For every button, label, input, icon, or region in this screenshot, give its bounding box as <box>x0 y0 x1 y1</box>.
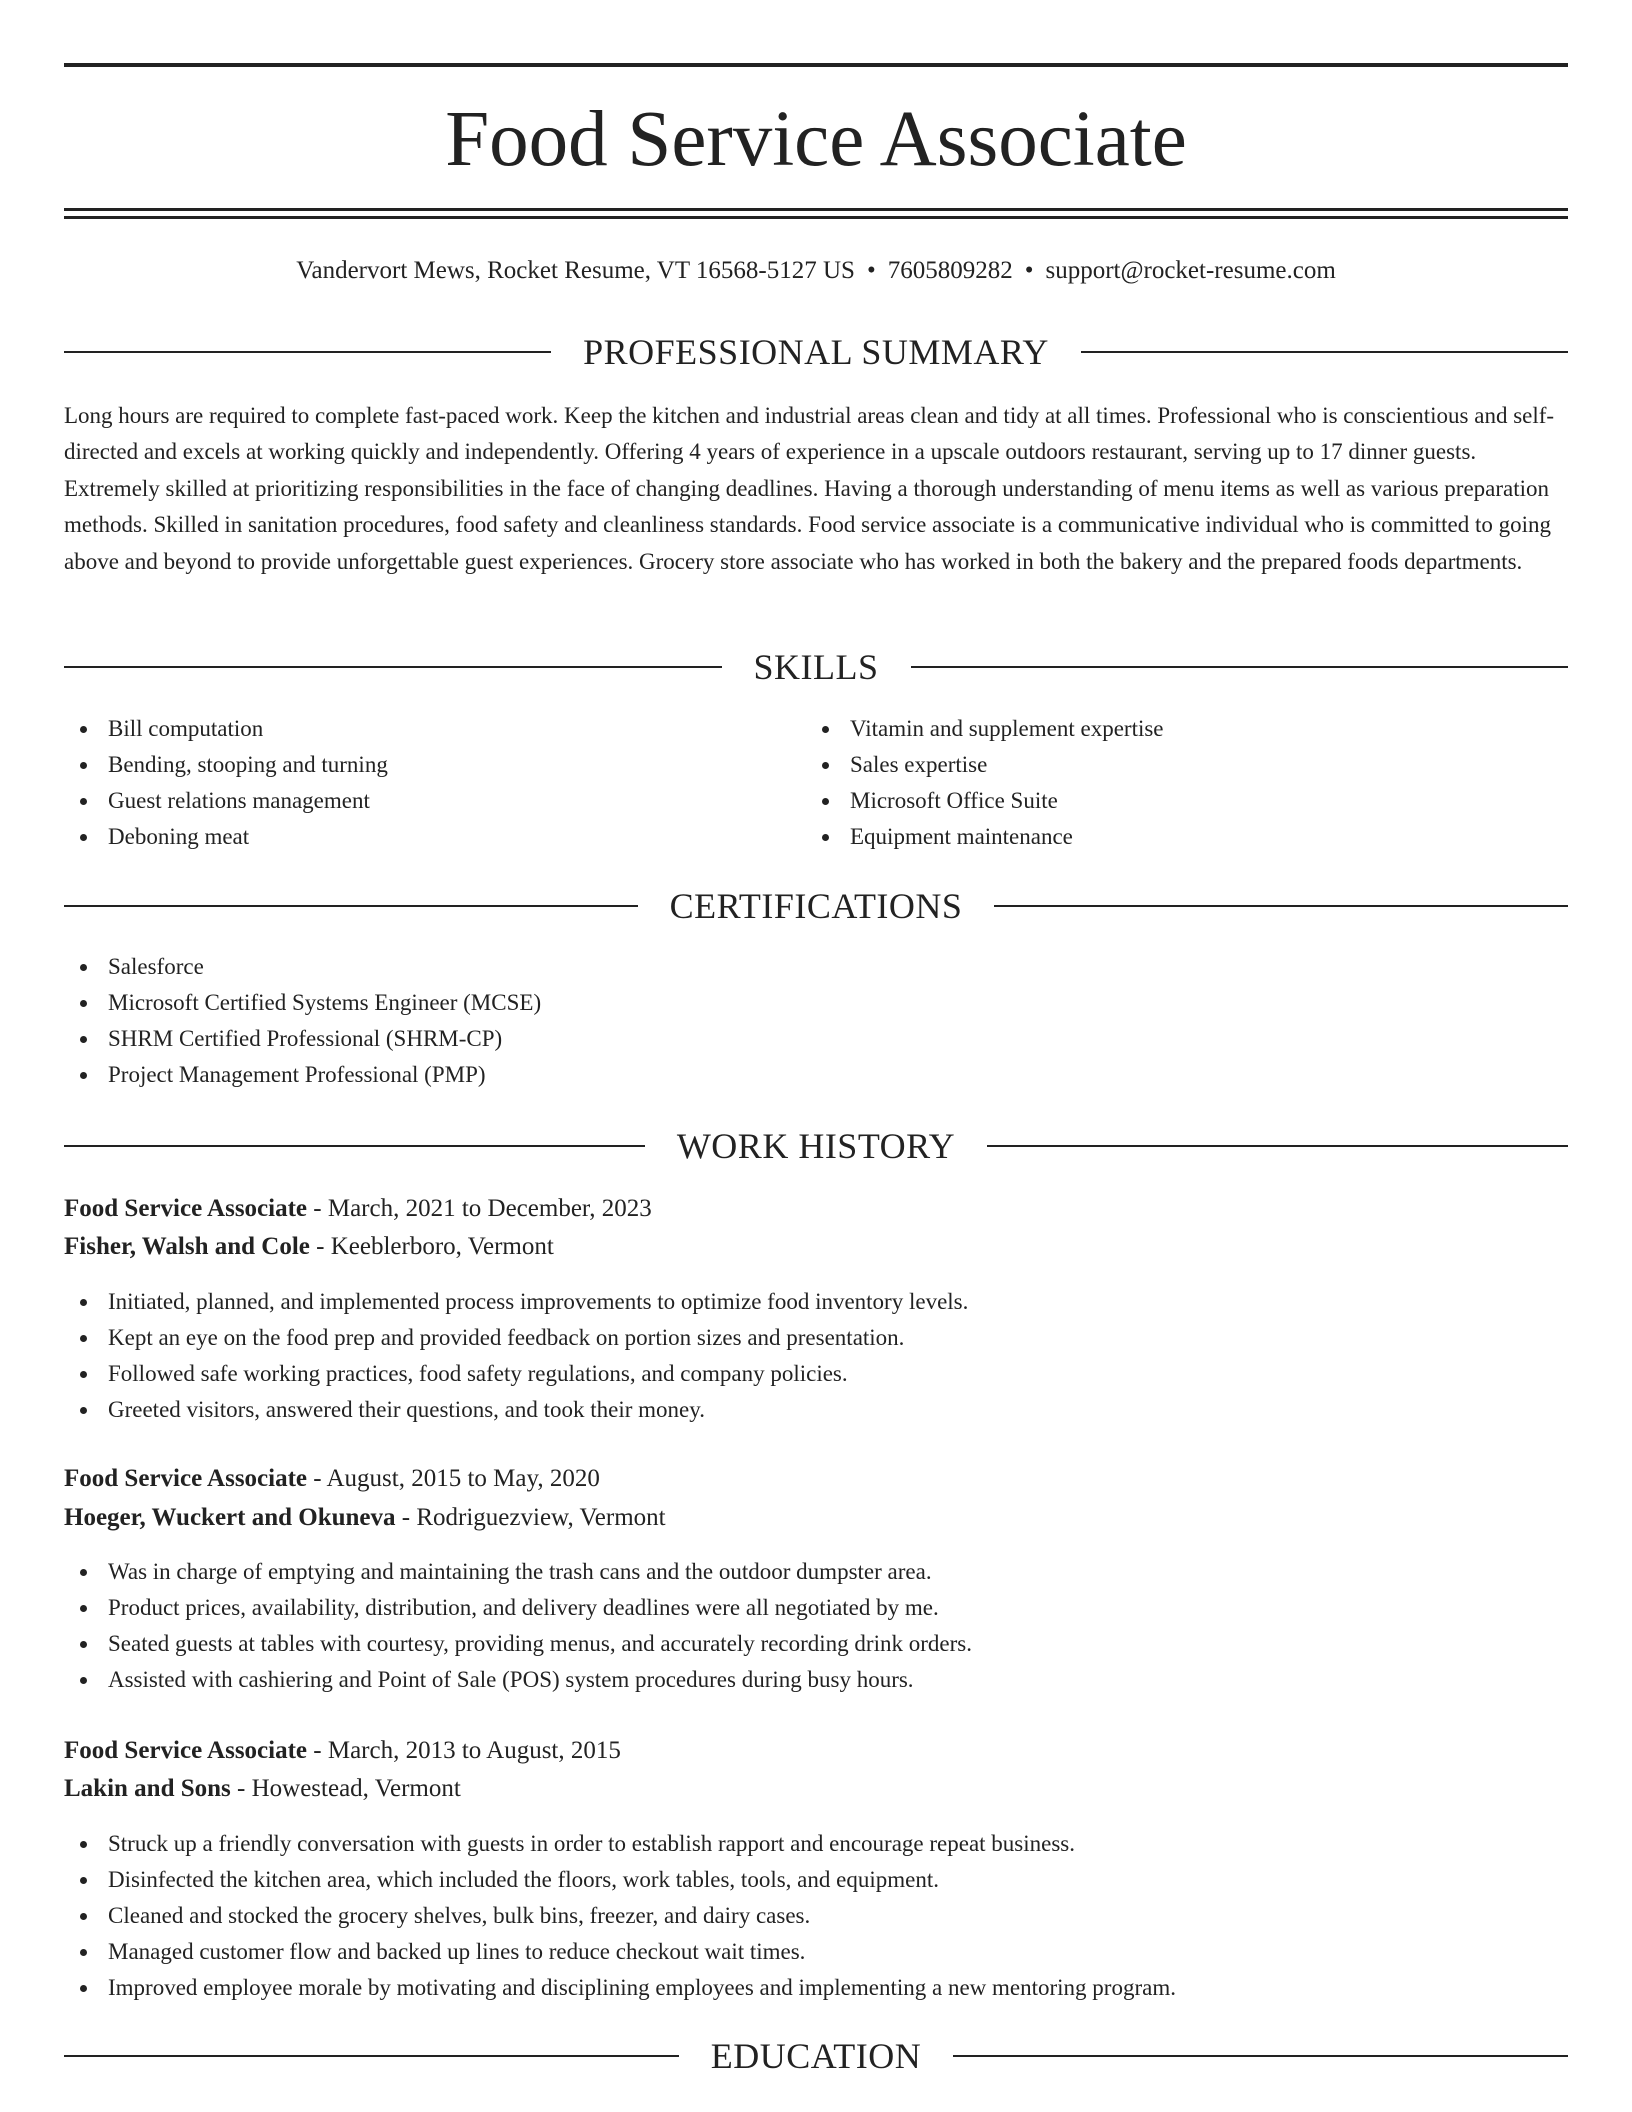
skill-item: Vitamin and supplement expertise <box>806 711 1164 747</box>
job-location: - Rodriguezview, Vermont <box>395 1504 666 1531</box>
contact-separator: • <box>1024 257 1034 284</box>
contact-phone: 7605809282 <box>887 257 1013 284</box>
section-rule <box>987 1145 1568 1147</box>
skill-item: Guest relations management <box>64 783 388 819</box>
job-company: Lakin and Sons <box>64 1775 231 1802</box>
section-rule <box>64 2055 679 2057</box>
job-bullet: Greeted visitors, answered their questions, and took their money. <box>64 1392 968 1428</box>
resume-title: Food Service Associate <box>445 96 1187 183</box>
section-rule <box>994 905 1568 907</box>
job-title: Food Service Associate <box>64 1737 308 1764</box>
job-bullet: Was in charge of emptying and maintaining the trash cans and the outdoor dumpster area. <box>64 1554 972 1590</box>
job-title-line <box>64 1192 1568 1226</box>
certification-item: Microsoft Certified Systems Engineer (MCSE) <box>64 985 541 1021</box>
job-company: Hoeger, Wuckert and Okuneva <box>64 1504 396 1531</box>
job-bullet: Struck up a friendly conversation with guests in order to establish rapport and encourage repeat business. <box>64 1826 1176 1862</box>
job-bullet: Kept an eye on the food prep and provided feedback on portion sizes and presentation. <box>64 1320 968 1356</box>
skill-item: Bill computation <box>64 711 388 747</box>
section-rule <box>64 1145 645 1147</box>
job-title-line <box>64 1734 1568 1768</box>
skill-item: Equipment maintenance <box>806 819 1164 855</box>
summary-text: Long hours are required to complete fast-paced work. Keep the kitchen and industrial areas clean and tidy at all times. Professional who is conscientious and self-directed and excels at working quickly and independently. Offering 4 years of experience in a upscale outdoors restaurant, serving up to 17 dinner guests. Extremely skilled at prioritizing responsibilities in the face of changing deadlines. Having a thorough understanding of menu items as well as various preparation methods. Skilled in sanitation procedures, food safety and cleanliness standards. Food service associate is a communicative individual who is committed to going above and beyond to provide unforgettable guest experiences. Grocery store associate who has worked in both the bakery and the prepared foods departments. <box>64 403 1555 574</box>
job-title: Food Service Associate <box>64 1465 308 1492</box>
section-rule <box>953 2055 1568 2057</box>
job-title: Food Service Associate <box>64 1195 308 1222</box>
job-bullet: Improved employee morale by motivating and disciplining employees and implementing a new mentoring program. <box>64 1970 1176 2006</box>
section-title: PROFESSIONAL SUMMARY <box>583 332 1049 372</box>
certifications-list <box>64 949 541 1093</box>
top-rule <box>64 63 1568 67</box>
job-bullet: Seated guests at tables with courtesy, providing menus, and accurately recording drink orders. <box>64 1626 972 1662</box>
job-bullets <box>64 1284 968 1428</box>
job-title-line <box>64 1462 1568 1496</box>
job-bullet: Disinfected the kitchen area, which included the floors, work tables, tools, and equipment. <box>64 1862 1176 1898</box>
section-rule <box>1081 351 1568 353</box>
section-title: CERTIFICATIONS <box>669 886 963 926</box>
job-bullet: Assisted with cashiering and Point of Sale (POS) system procedures during busy hours. <box>64 1662 972 1698</box>
section-header-certifications <box>64 884 1568 928</box>
skill-item: Deboning meat <box>64 819 388 855</box>
job-bullet: Initiated, planned, and implemented process improvements to optimize food inventory levels. <box>64 1284 968 1320</box>
skills-list-right <box>806 711 1164 855</box>
job-bullets <box>64 1554 972 1698</box>
job-bullet: Managed customer flow and backed up lines to reduce checkout wait times. <box>64 1934 1176 1970</box>
title-rule-upper <box>64 208 1568 211</box>
job-bullet: Cleaned and stocked the grocery shelves, bulk bins, freezer, and dairy cases. <box>64 1898 1176 1934</box>
job-dates: - March, 2013 to August, 2015 <box>307 1737 621 1764</box>
skill-item: Microsoft Office Suite <box>806 783 1164 819</box>
certification-item: Salesforce <box>64 949 541 985</box>
job-company-line <box>64 1772 1568 1806</box>
job-company: Fisher, Walsh and Cole <box>64 1233 310 1260</box>
skills-list-left <box>64 711 388 855</box>
section-header-education <box>64 2034 1568 2078</box>
job-location: - Keeblerboro, Vermont <box>309 1233 554 1260</box>
section-rule <box>64 351 551 353</box>
skill-item: Sales expertise <box>806 747 1164 783</box>
section-header-skills <box>64 645 1568 689</box>
section-rule <box>911 666 1569 668</box>
skill-item: Bending, stooping and turning <box>64 747 388 783</box>
certification-item: Project Management Professional (PMP) <box>64 1057 541 1093</box>
section-header-summary <box>64 330 1568 374</box>
section-rule <box>64 666 722 668</box>
contact-address: Vandervort Mews, Rocket Resume, VT 16568-5127 US <box>296 257 855 284</box>
job-bullet: Product prices, availability, distribution, and delivery deadlines were all negotiated by me. <box>64 1590 972 1626</box>
job-company-line <box>64 1230 1568 1264</box>
contact-line <box>64 254 1568 288</box>
job-bullet: Followed safe working practices, food safety regulations, and company policies. <box>64 1356 968 1392</box>
section-title: SKILLS <box>753 647 879 687</box>
job-bullets <box>64 1826 1176 2006</box>
title-rule-lower <box>64 216 1568 219</box>
contact-email: support@rocket-resume.com <box>1045 257 1336 284</box>
job-company-line <box>64 1501 1568 1535</box>
job-dates: - August, 2015 to May, 2020 <box>307 1465 600 1492</box>
section-rule <box>64 905 638 907</box>
contact-separator: • <box>866 257 876 284</box>
section-title: EDUCATION <box>710 2036 922 2076</box>
job-dates: - March, 2021 to December, 2023 <box>307 1195 652 1222</box>
job-location: - Howestead, Vermont <box>230 1775 461 1802</box>
certification-item: SHRM Certified Professional (SHRM-CP) <box>64 1021 541 1057</box>
section-title: WORK HISTORY <box>676 1126 956 1166</box>
section-header-work-history <box>64 1124 1568 1168</box>
